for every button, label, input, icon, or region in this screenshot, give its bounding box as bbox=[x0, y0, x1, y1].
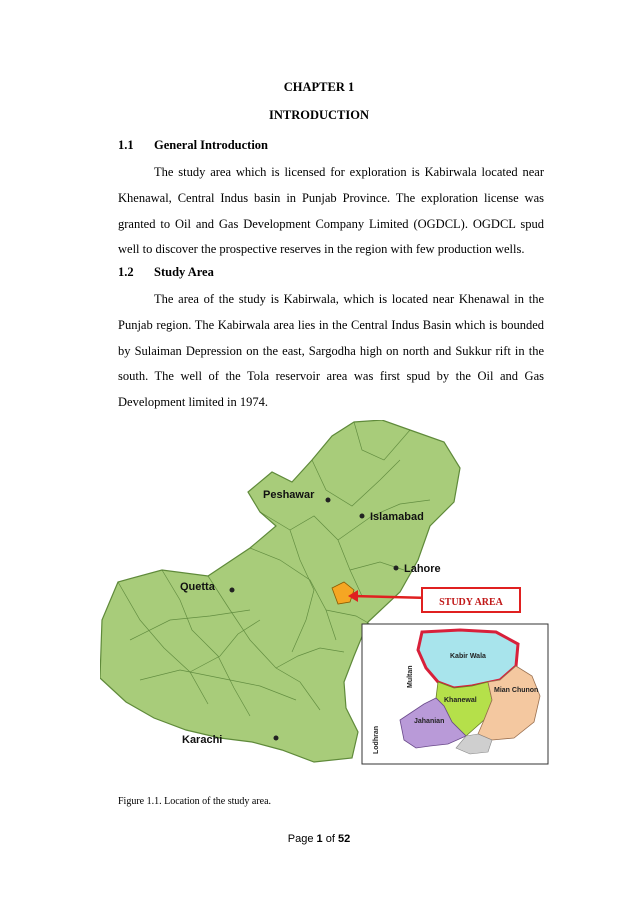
quetta-marker-icon bbox=[230, 588, 235, 593]
city-label-islamabad: Islamabad bbox=[370, 511, 424, 523]
inset-label-multan: Multan bbox=[407, 665, 414, 688]
chapter-title: INTRODUCTION bbox=[268, 108, 369, 122]
section-number: 1.1 bbox=[118, 138, 134, 152]
city-label-quetta: Quetta bbox=[180, 581, 215, 593]
inset-label-khanewal: Khanewal bbox=[444, 697, 477, 704]
paragraph-text: The study area which is licensed for exploration is Kabirwala located near Khenawal, Central Indus basin in Punjab Province. The exploration license was granted to Oil and Gas Development Company Limited (OGDCL). OGDCL spud well to discover the prospective reserves in the region with few production wells. bbox=[118, 165, 544, 257]
city-label-peshawar: Peshawar bbox=[263, 489, 315, 501]
chapter-label: CHAPTER 1 bbox=[283, 80, 355, 94]
section-heading bbox=[118, 138, 268, 153]
inset-map bbox=[362, 624, 548, 764]
location-map bbox=[100, 420, 550, 765]
city-label-karachi: Karachi bbox=[182, 734, 223, 746]
inset-label-jahanian: Jahanian bbox=[414, 718, 445, 725]
islamabad-marker-icon bbox=[360, 514, 365, 519]
section-number: 1.2 bbox=[118, 265, 134, 279]
peshawar-marker-icon bbox=[326, 498, 331, 503]
inset-label-kabir-wala: Kabir Wala bbox=[450, 653, 486, 660]
page-footer bbox=[0, 833, 638, 845]
city-label-lahore: Lahore bbox=[404, 563, 441, 575]
inset-label-mian-chunon: Mian Chunon bbox=[494, 687, 539, 694]
section-title: Study Area bbox=[154, 265, 214, 279]
lahore-marker-icon bbox=[394, 566, 399, 571]
page-label: Page bbox=[287, 833, 314, 845]
section-title: General Introduction bbox=[154, 138, 269, 152]
section-heading bbox=[118, 265, 214, 280]
section-paragraph bbox=[118, 287, 544, 416]
page-of-label: of bbox=[325, 833, 335, 845]
figure-caption: Figure 1.1. Location of the study area. bbox=[118, 796, 272, 807]
total-pages-number: 52 bbox=[337, 833, 351, 845]
karachi-marker-icon bbox=[274, 736, 279, 741]
current-page-number: 1 bbox=[316, 833, 323, 845]
inset-label-lodhran: Lodhran bbox=[373, 726, 380, 754]
section-paragraph bbox=[118, 160, 544, 263]
callout-label: STUDY AREA bbox=[439, 597, 503, 608]
paragraph-text: The area of the study is Kabirwala, which is located near Khenawal in the Punjab region. The Kabirwala area lies in the Central Indus Basin which is bounded by Sulaiman Depression on the east, Sargodha high on north and Sukkur rift in the south. The well of the Tola reservoir area was first spud by the Oil and Gas Development limited in 1974. bbox=[118, 292, 544, 410]
